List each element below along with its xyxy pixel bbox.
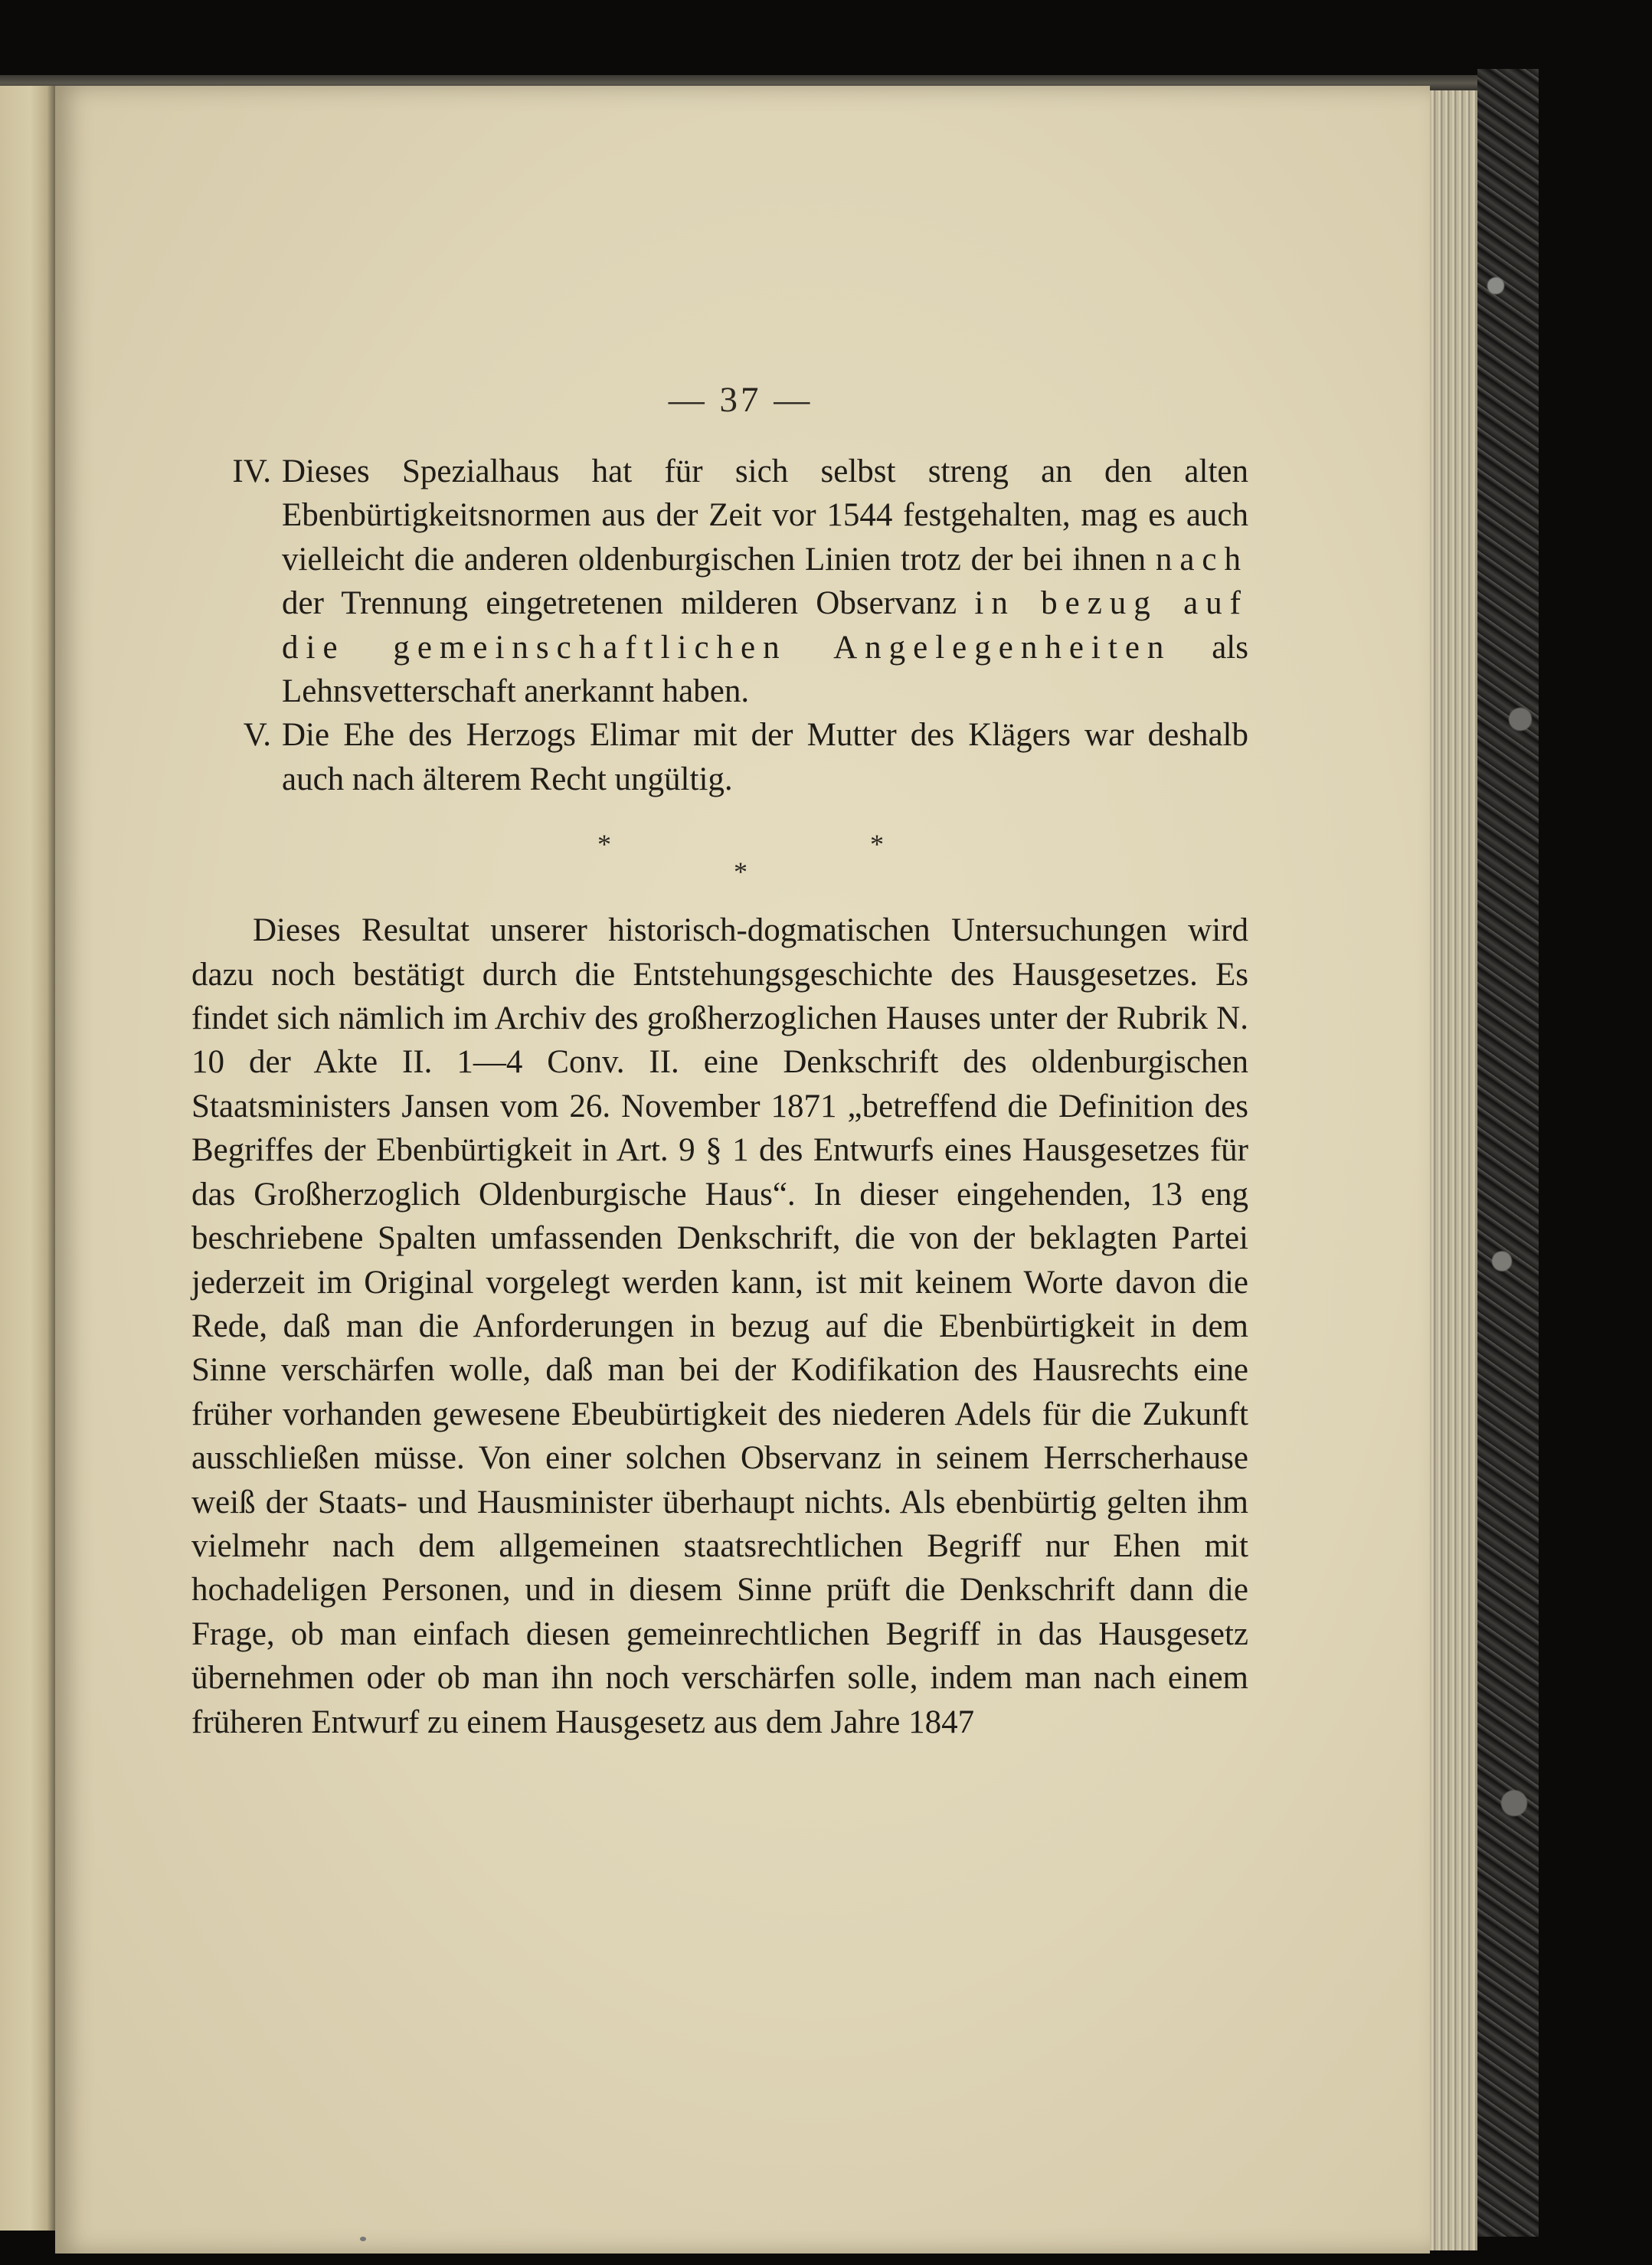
spaced-emphasis: in bezug auf die gemeinschaftlichen Angelegenheiten — [282, 585, 1248, 666]
body-paragraph: Dieses Resultat unserer historisch-dogmatischen Untersuchungen wird dazu noch bestätigt durch die Entstehungsgeschichte des Hausgesetzes. Es findet sich nämlich im Archiv des großherzoglichen Hauses unter der Rubrik N. 10 der Akte II. 1—4 Conv. II. eine Denkschrift des oldenburgischen Staatsministers Jansen vom 26. November 1871 „betreffend die Definition des Begriffes der Ebenbürtigkeit in Art. 9 § 1 des Entwurfs eines Hausgesetzes für das Großherzoglich Oldenburgische Haus“. In dieser eingehenden, 13 eng beschriebene Spalten umfassenden Denkschrift, die von der beklagten Partei jederzeit im Original vorgelegt werden kann, ist mit keinem Worte davon die Rede, daß man die Anforderungen in bezug auf die Ebenbürtigkeit in dem Sinne verschärfen wolle, daß man bei der Kodifikation des Hausrechts eine früher vorhanden gewesene Ebeubürtigkeit des niederen Adels für die Zukunft ausschließen müsse. Von einer solchen Observanz in seinem Herrscherhause weiß der Staats- und Hausminister überhaupt nichts. Als ebenbürtig gelten ihm vielmehr nach dem allgemeinen staatsrechtlichen Begriff nur Ehen mit hochadeligen Personen, und in diesem Sinne prüft die Denkschrift dann die Frage, ob man einfach diesen gemeinrechtlichen Begriff in das Hausgesetz übernehmen oder ob man ihn noch verschärfen solle, indem man nach einem früheren Entwurf zu einem Hausgesetz aus dem Jahre 1847 — [191, 912, 1248, 1740]
speck — [360, 2237, 366, 2241]
book-page — [55, 86, 1430, 2254]
list-item-iv — [191, 450, 1248, 713]
list-marker: IV. — [232, 453, 271, 489]
spaced-emphasis: nach — [1155, 541, 1248, 578]
list-item-text: Dieses Spezialhaus hat für sich selbst streng an den alten Ebenbürtigkeitsnormen aus der Zeit vor 1544 festgehalten, mag es auch vielleicht die anderen oldenburgischen Linien trotz der bei ihnen nach der Trennung eingetretenen milderen Observanz in bezug auf die gemeinschaftlichen Angelegenheiten als Lehnsvetterschaft anerkannt haben. — [282, 453, 1248, 710]
list-item-v — [191, 713, 1248, 801]
left-facing-page — [0, 86, 55, 2231]
asterisk: * — [597, 829, 611, 860]
section-separator — [191, 801, 1248, 908]
page-number: — 37 — — [668, 380, 813, 420]
list-item-text: Die Ehe des Herzogs Elimar mit der Mutter des Klägers war deshalb auch nach älterem Recht ungültig. — [282, 717, 1248, 797]
list-marker: V. — [243, 717, 271, 754]
asterisk: * — [734, 856, 747, 888]
asterisk: * — [870, 829, 884, 860]
page-edges — [1430, 90, 1477, 2250]
marbled-cover — [1477, 69, 1539, 2237]
page-text — [191, 450, 1248, 1744]
